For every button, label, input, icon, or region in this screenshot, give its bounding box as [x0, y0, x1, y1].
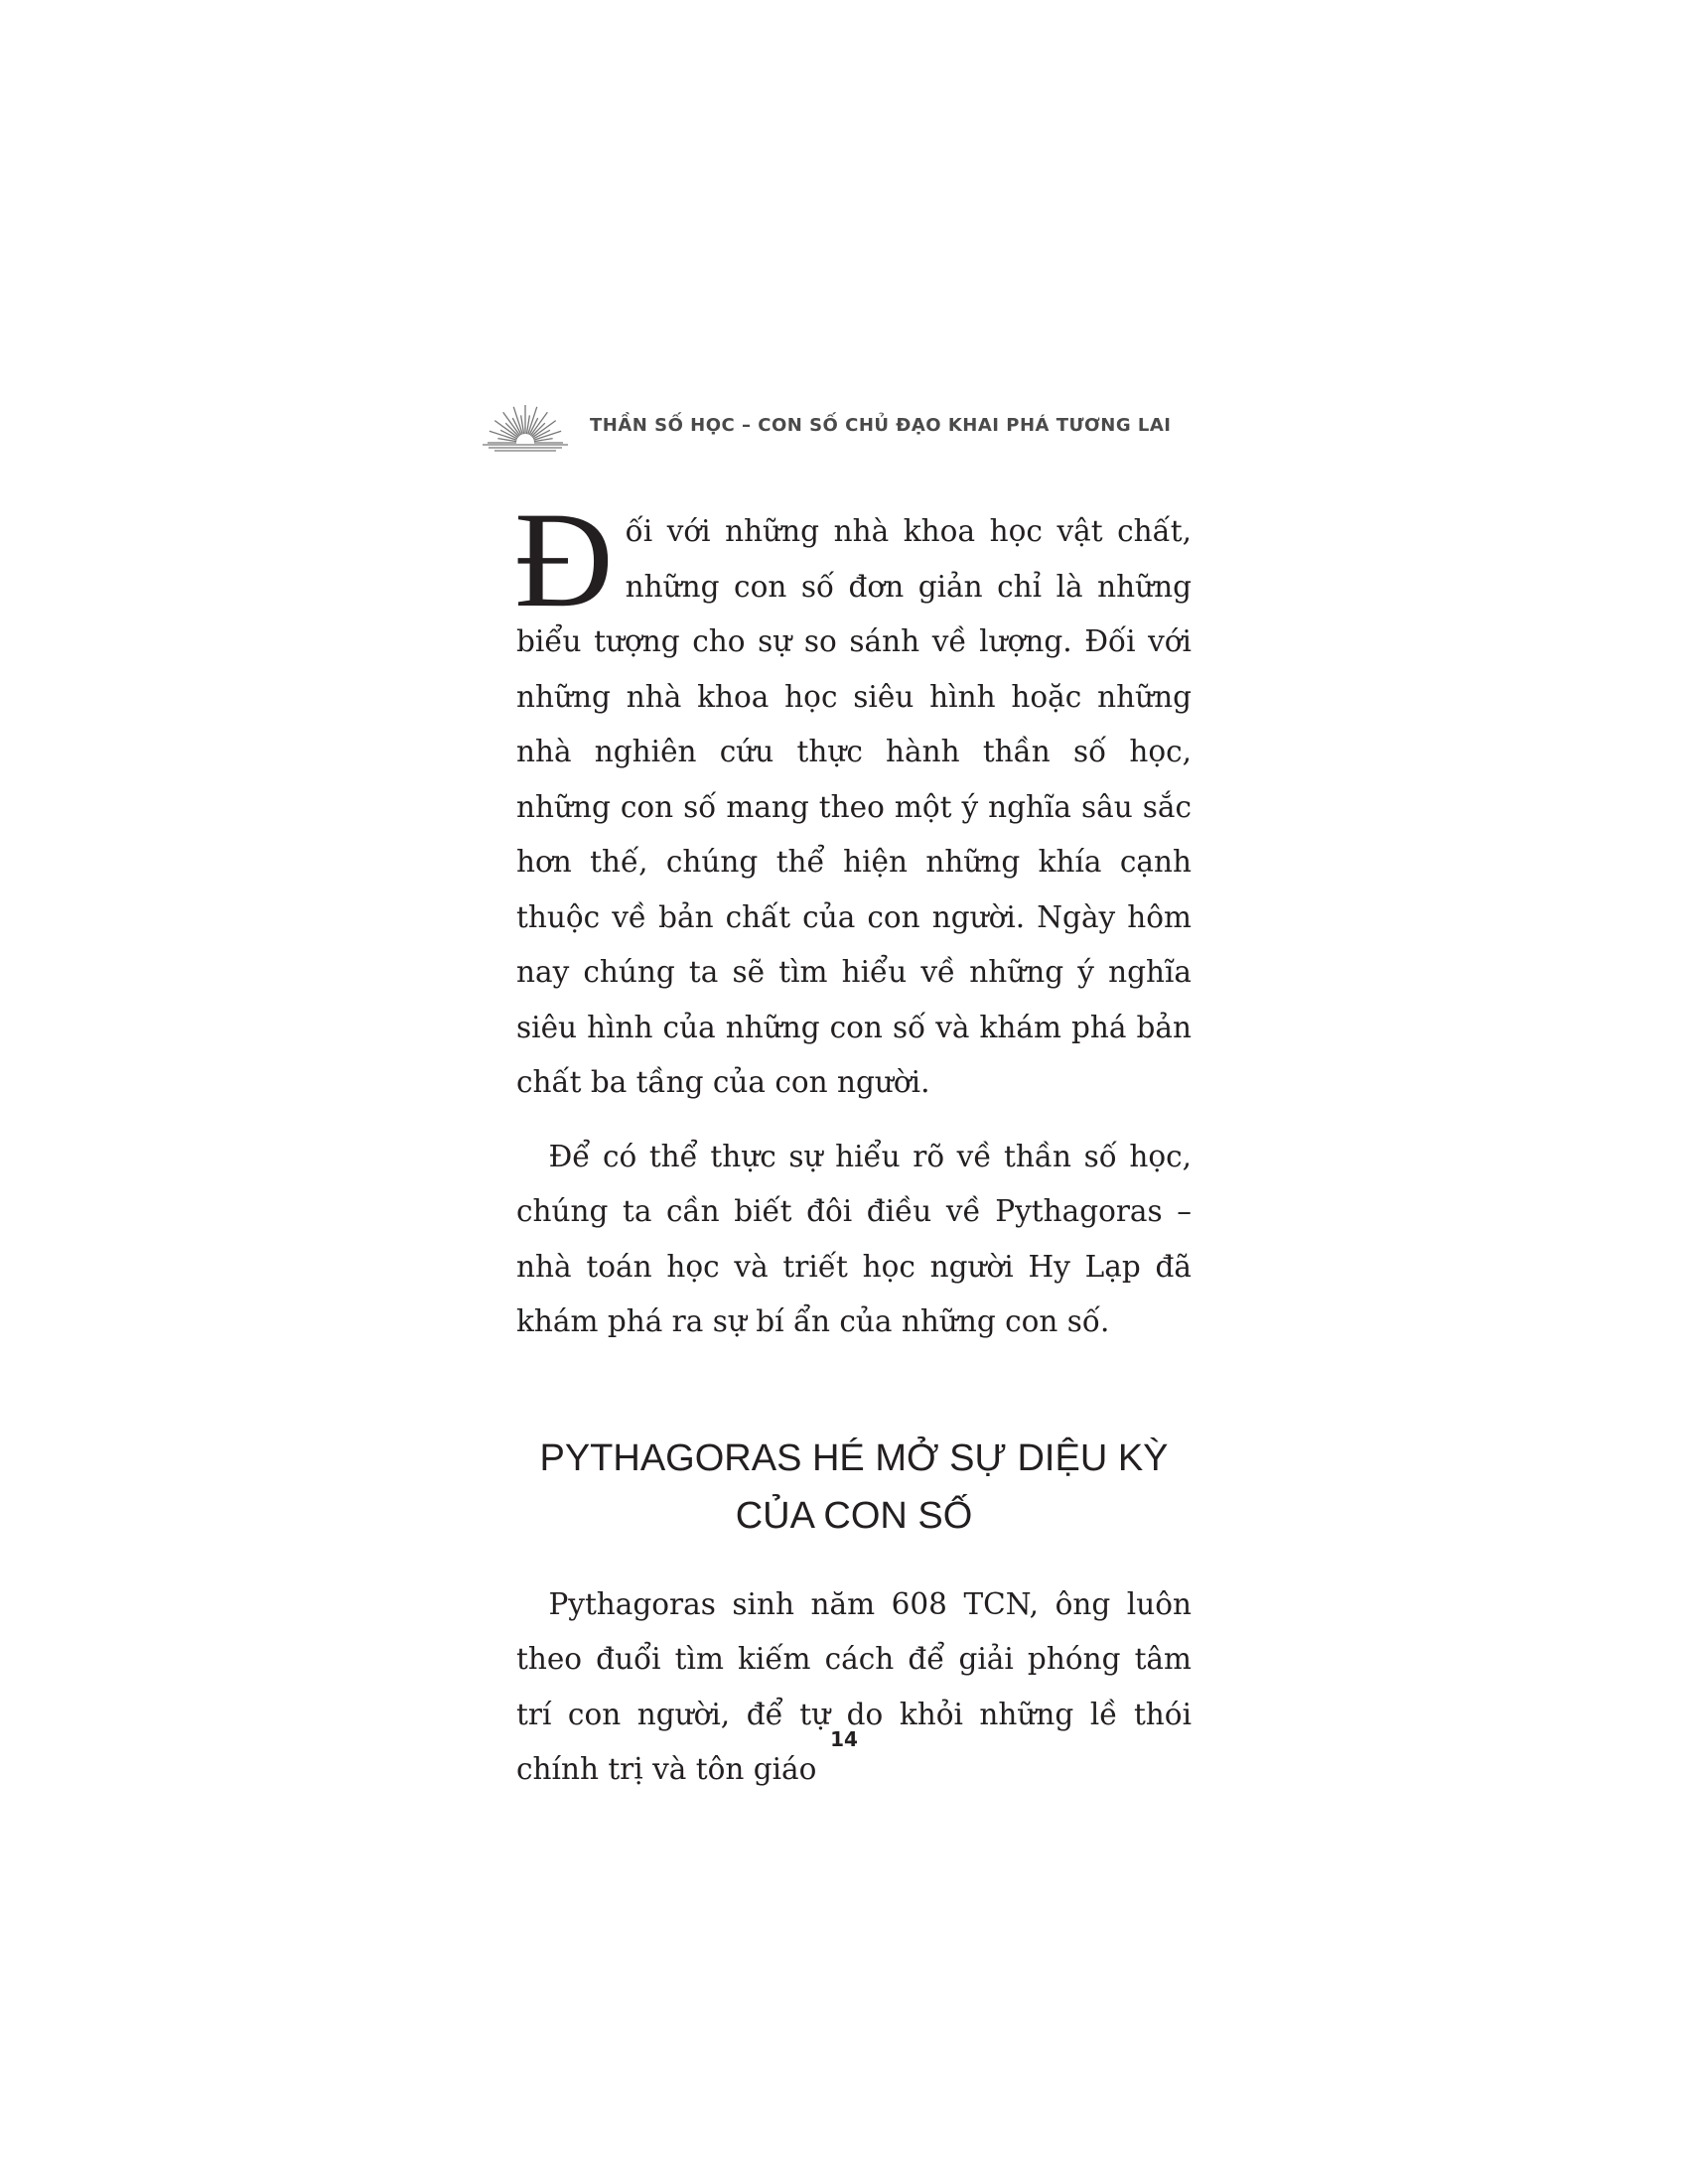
paragraph-3: Pythagoras sinh năm 608 TCN, ông luôn theo đuổi tìm kiếm cách để giải phóng tâm trí con người, để tự do khỏi những lề thói chính trị và tôn giáo	[516, 1586, 1192, 1786]
section-heading	[516, 1430, 1192, 1545]
section-heading-line-2: CỦA CON SỐ	[735, 1494, 973, 1537]
section-heading-line-1: PYTHAGORAS HÉ MỞ SỰ DIỆU KỲ	[539, 1436, 1169, 1479]
running-header	[481, 397, 1196, 453]
drop-cap: Đ	[514, 483, 614, 635]
paragraph-1-text: ối với những nhà khoa học vật chất, những con số đơn giản chỉ là những biểu tượng cho sự so sánh về lượng. Đối với những nhà khoa học siêu hình hoặc những nhà nghiên cứu thực hành thần số học, những con số mang theo một ý nghĩa sâu sắc hơn thế, chúng thể hiện những khía cạnh thuộc về bản chất của con người. Ngày hôm nay chúng ta sẽ tìm hiểu về những ý nghĩa siêu hình của những con số và khám phá bản chất ba tầng của con người.	[516, 514, 1192, 1099]
paragraph-1	[514, 483, 1192, 1111]
rising-sun-icon	[481, 397, 570, 453]
header-title: THẦN SỐ HỌC – CON SỐ CHỦ ĐẠO KHAI PHÁ TƯƠNG LAI	[590, 414, 1172, 436]
page-number: 14	[830, 1727, 858, 1751]
main-text	[514, 483, 1192, 1798]
paragraph-2: Để có thể thực sự hiểu rõ về thần số học, chúng ta cần biết đôi điều về Pythagoras – nhà toán học và triết học người Hy Lạp đã khám phá ra sự bí ẩn của những con số.	[516, 1139, 1192, 1338]
